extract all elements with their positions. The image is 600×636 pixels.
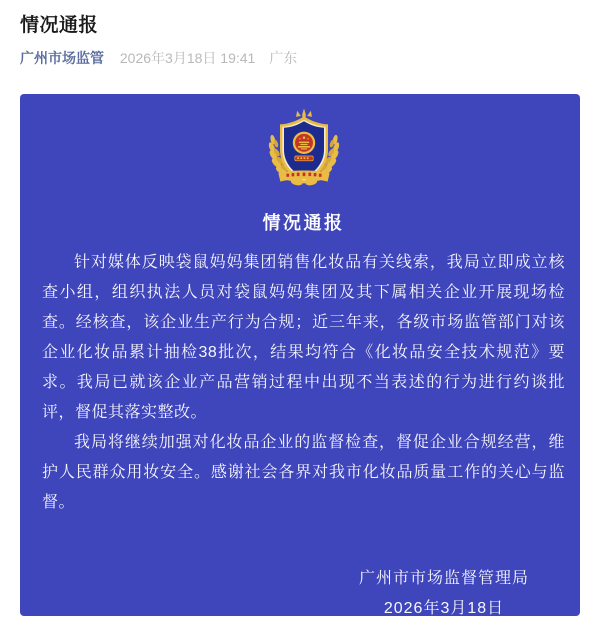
- signature-date: 2026年3月18日: [383, 600, 505, 617]
- signature-org: 广州市市场监督管理局: [358, 570, 529, 587]
- source-link[interactable]: 广州市场监管: [20, 50, 104, 66]
- page-title: 情况通报: [20, 15, 99, 36]
- market-supervision-badge-icon: [256, 106, 352, 194]
- notice-paragraph-1: 针对媒体反映袋鼠妈妈集团销售化妆品有关线索，我局立即成立核查小组，组织执法人员对袋鼠妈妈集团及其下属相关企业开展现场检查。经核查，该企业生产行为合规；近三年来，各级市场监管部门对该企业化妆品累计抽检38批次，结果均符合《化妆品安全技术规范》要求。我局已就该企业产品营销过程中出现不当表述的行为进行约谈批评，督促其落实整改。: [42, 254, 565, 421]
- notice-title: 情况通报: [262, 213, 345, 233]
- notice-body: [42, 248, 565, 518]
- signature-block: [42, 564, 565, 624]
- notice-panel: [20, 94, 580, 616]
- article-meta: [0, 38, 600, 67]
- publish-region: 广东: [269, 50, 298, 66]
- notice-paragraph-2: 我局将继续加强对化妆品企业的监督检查，督促企业合规经营，维护人民群众用妆安全。感谢社会各界对我市化妆品质量工作的关心与监督。: [42, 434, 565, 511]
- publish-timestamp: 2026年3月18日 19:41: [119, 50, 256, 66]
